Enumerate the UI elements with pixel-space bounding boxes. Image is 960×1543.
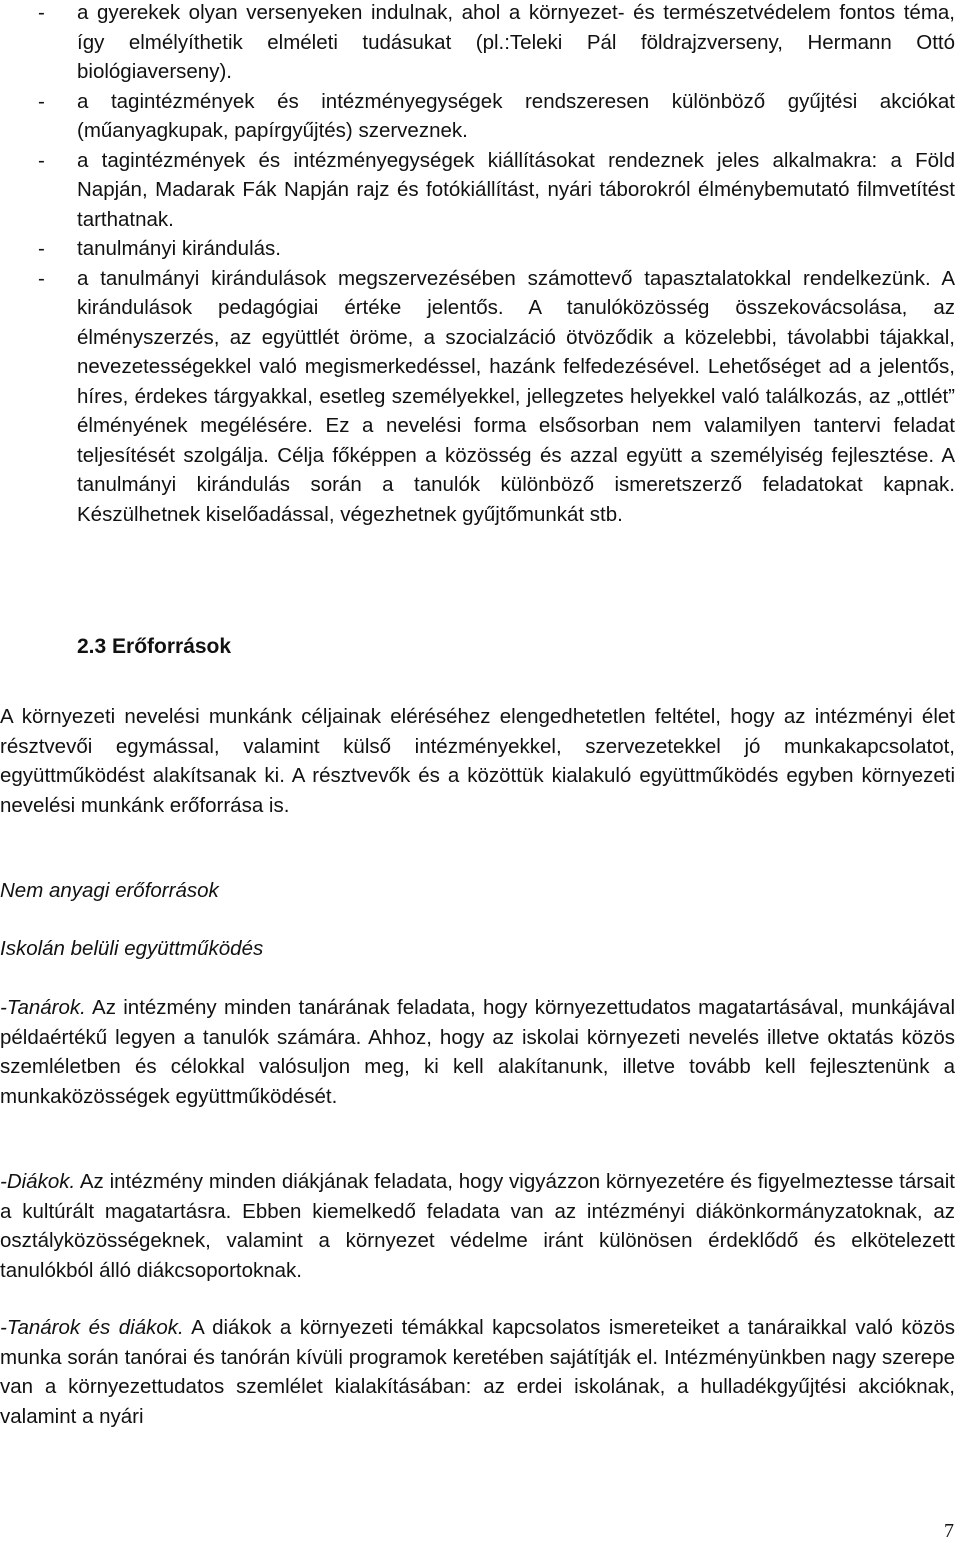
bullet-dash: - (38, 266, 45, 290)
bullet-dash: - (38, 148, 45, 172)
bullet-item (0, 264, 955, 530)
bullet-dash: - (38, 89, 45, 113)
bullet-item (0, 87, 955, 146)
bullet-text: a tanulmányi kirándulások megszervezésében számottevő tapasztalatokkal rendelkezünk. A kirándulások pedagógiai értéke jelentős. A tanulóközösség összekovácsolása, az élményszerzés, az együttlét öröme, a szocialzáció ötvöződik a közelebbi, távolabbi tájakkal, nevezetességekkel való megismerkedéssel, hazánk felfedezésével. Lehetőséget ad a jelentős, híres, érdekes tárgyakkal, esetleg személyekkel, jellegzetes helyekkel való találkozás, az „ottlét” élményének megélésére. Ez a nevelési forma elsősorban nem valamilyen tantervi feladat teljesítését szolgálja. Célja főképpen a közösség és azzal együtt a személyiség fejlesztése. A tanulmányi kirándulás során a tanulók különböző ismeretszerző feladatokat kapnak. Készülhetnek kiselőadással, végezhetnek gyűjtőmunkát stb. (77, 266, 955, 526)
bullet-item (0, 146, 955, 235)
paragraph-text: Az intézmény minden tanárának feladata, hogy környezettudatos magatartásával, munkájával példaértékű legyen a tanulók számára. Ahhoz, hogy az iskolai környezeti nevelés illetve oktatás közös szemléletben és célokkal valósuljon meg, ki kell alakítanunk, illetve tovább kell fejlesztenünk a munkaközösségek együttműködését. (0, 996, 955, 1108)
section-heading: 2.3 Erőforrások (77, 635, 232, 658)
bullet-list (0, 0, 955, 529)
paragraph-text: A diákok a környezeti témákkal kapcsolatos ismereteiket a tanáraikkal való közös munka során tanórai és tanórán kívüli programok keretében sajátítják el. Intézményünkben nagy szerepe van a környezettudatos szemlélet kialakításában: az erdei iskolának, a hulladékgyűjtési akcióknak, valamint a nyári (0, 1316, 955, 1428)
paragraph-students (0, 1167, 955, 1285)
intro-paragraph: A környezeti nevelési munkánk céljainak eléréséhez elengedhetetlen feltétel, hogy az intézményi élet résztvevői egymással, valamint külső intézményekkel, szervezetekkel jó munkakapcsolatot, együttműködést alakítsanak ki. A résztvevők és a közöttük kialakuló együttműködés egyben környezeti nevelési munkánk erőforrása is. (0, 705, 955, 817)
bullet-item (0, 234, 955, 264)
bullet-text: tanulmányi kirándulás. (77, 237, 281, 260)
bullet-text: a tagintézmények és intézményegységek kiállításokat rendeznek jeles alkalmakra: a Föld Napján, Madarak Fák Napján rajz és fotókiállítást, nyári táborokról élménybemutató filmvetítést tarthatnak. (77, 148, 955, 231)
paragraph-lead: -Tanárok. (0, 996, 86, 1019)
page-number: 7 (944, 1520, 954, 1542)
paragraph-teachers (0, 993, 955, 1111)
bullet-text: a tagintézmények és intézményegységek rendszeresen különböző gyűjtési akciókat (műanyagkupak, papírgyűjtés) szerveznek. (77, 89, 955, 142)
paragraph-text: Az intézmény minden diákjának feladata, hogy vigyázzon környezetére és figyelmeztesse társait a kultúrált magatartásra. Ebben kiemelkedő feladata van az intézményi diákönkormányzatoknak, az osztályközösségeknek, valamint a környezet védelme iránt különösen érdeklődő és elkötelezett tanulókból álló diákcsoportoknak. (0, 1170, 955, 1282)
paragraph-lead: -Tanárok és diákok. (0, 1316, 184, 1339)
bullet-dash: - (38, 1, 45, 24)
paragraph-lead: -Diákok. (0, 1170, 76, 1193)
subheading-non-material-resources: Nem anyagi erőforrások (0, 879, 219, 902)
bullet-text: a gyerekek olyan versenyeken indulnak, ahol a környezet- és természetvédelem fontos téma, így elmélyíthetik elméleti tudásukat (pl.:Teleki Pál földrajzverseny, Hermann Ottó biológiaverseny). (77, 1, 955, 83)
bullet-item (0, 0, 955, 87)
subheading-internal-cooperation: Iskolán belüli együttműködés (0, 937, 264, 960)
paragraph-teachers-and-students (0, 1313, 955, 1431)
bullet-dash: - (38, 237, 45, 260)
